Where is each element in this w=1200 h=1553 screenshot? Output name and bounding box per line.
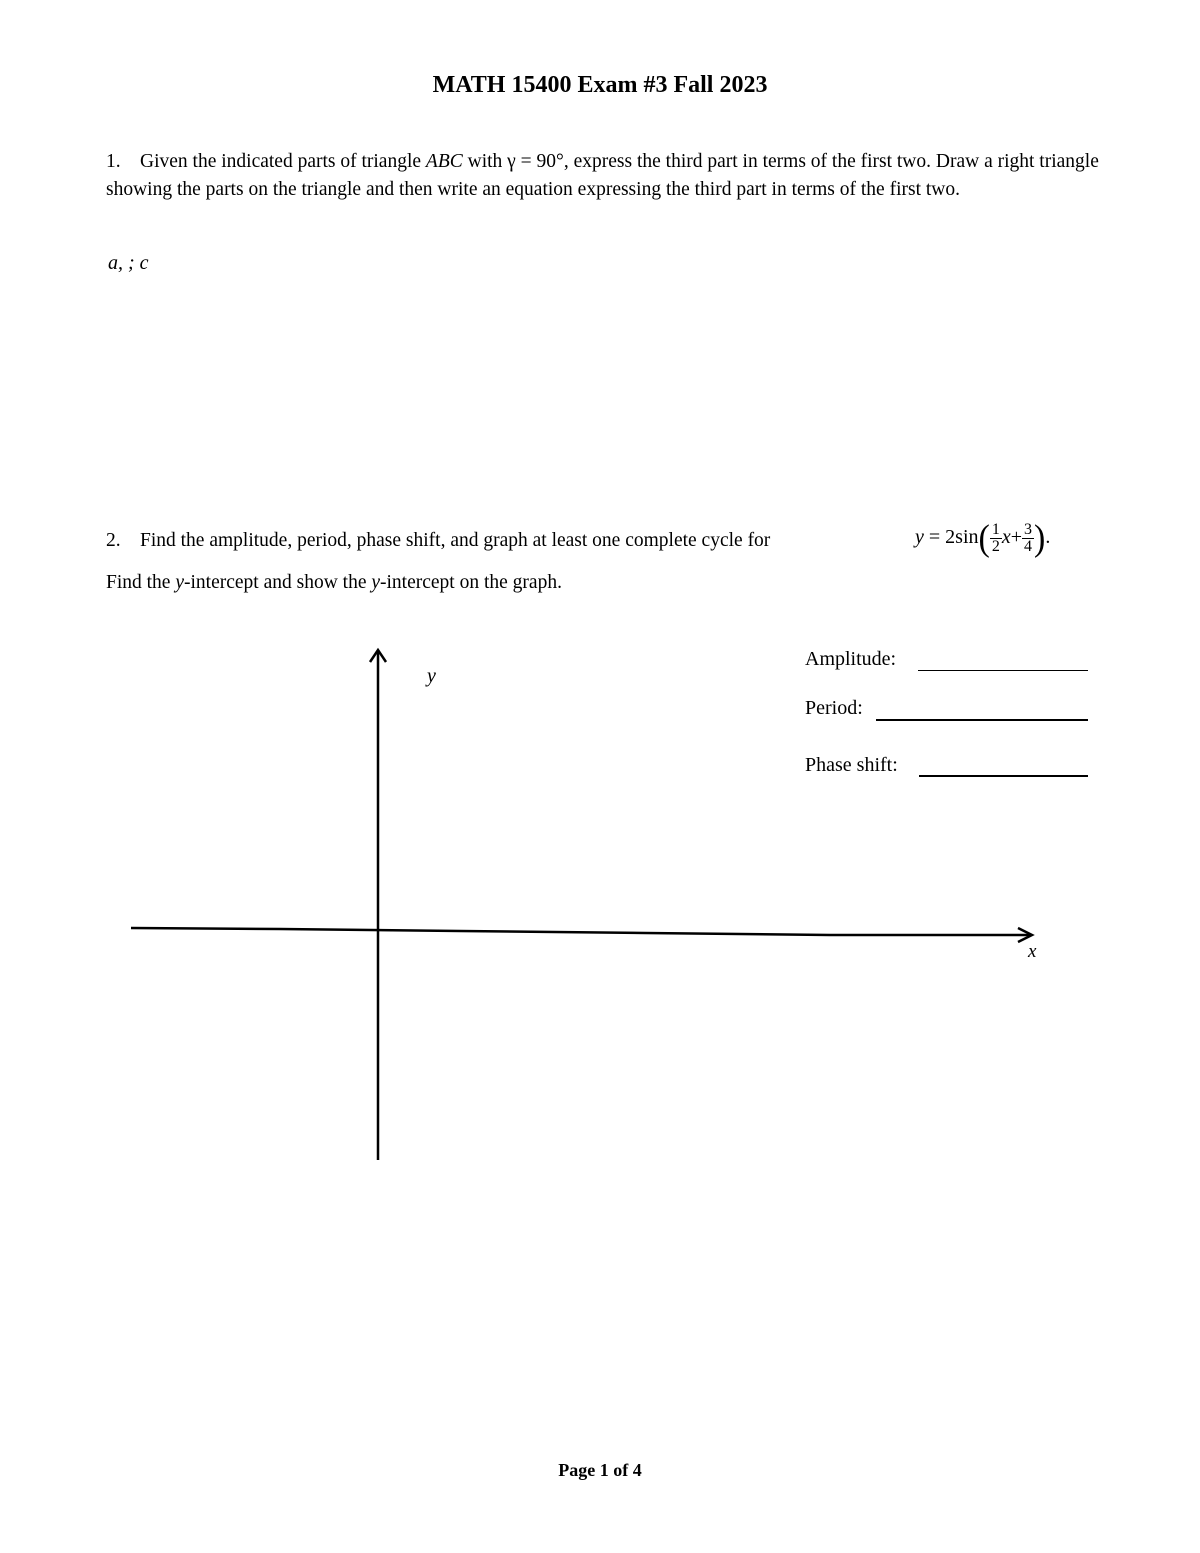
question-2-line-2-c: -intercept on the graph. (380, 572, 562, 593)
page-total: 4 (632, 1460, 642, 1480)
question-1-triangle: ABC (425, 151, 463, 172)
footer-text-b: of (608, 1460, 633, 1480)
x-axis-label: x (1028, 941, 1037, 962)
question-2-y-2: y (371, 572, 381, 593)
exam-title: MATH 15400 Exam #3 Fall 2023 (432, 72, 768, 98)
equation-lhs: y (915, 526, 924, 549)
question-1-number: 1. (106, 151, 121, 172)
question-2-number: 2. (106, 530, 121, 551)
phase-shift-label: Phase shift: (805, 754, 898, 776)
page-number: 1 (599, 1460, 609, 1480)
question-2-text: Find the amplitude, period, phase shift, and graph at least one complete cycle for (140, 530, 771, 551)
period-label: Period: (805, 697, 863, 719)
left-paren: ( (978, 518, 990, 559)
question-2-y-1: y (175, 572, 184, 593)
y-axis-label: y (427, 665, 436, 687)
right-paren: ) (1034, 518, 1046, 559)
x-axis (131, 928, 1032, 935)
fraction-1-denominator: 2 (991, 538, 1000, 555)
fraction-2-denominator: 4 (1024, 538, 1033, 555)
question-1-given-parts: a, ; c (108, 252, 149, 274)
question-1-text-b: with (462, 151, 508, 172)
equation-equals: = 2sin (923, 526, 979, 549)
question-1-text-a: Given the indicated parts of triangle (140, 151, 426, 172)
equation-end: . (1045, 526, 1051, 549)
question-2-line-2-a: Find the (106, 572, 176, 593)
fraction-2-numerator: 3 (1024, 521, 1033, 538)
equation-plus: + (1010, 526, 1023, 549)
equation-variable: x (1001, 526, 1011, 549)
amplitude-label: Amplitude: (805, 648, 897, 670)
question-1-gamma: γ = 90° (507, 151, 564, 172)
fraction-1-numerator: 1 (991, 521, 1000, 538)
question-1-text-c: , express the third part in terms of the first two. Draw a right triangle showing the parts on the triangle and then write an equation expressing the third part in terms of the first two. (106, 151, 1099, 200)
page-footer (0, 1460, 1200, 1481)
question-2-line-2-b: -intercept and show the (184, 572, 372, 593)
footer-text-a: Page (558, 1460, 600, 1480)
